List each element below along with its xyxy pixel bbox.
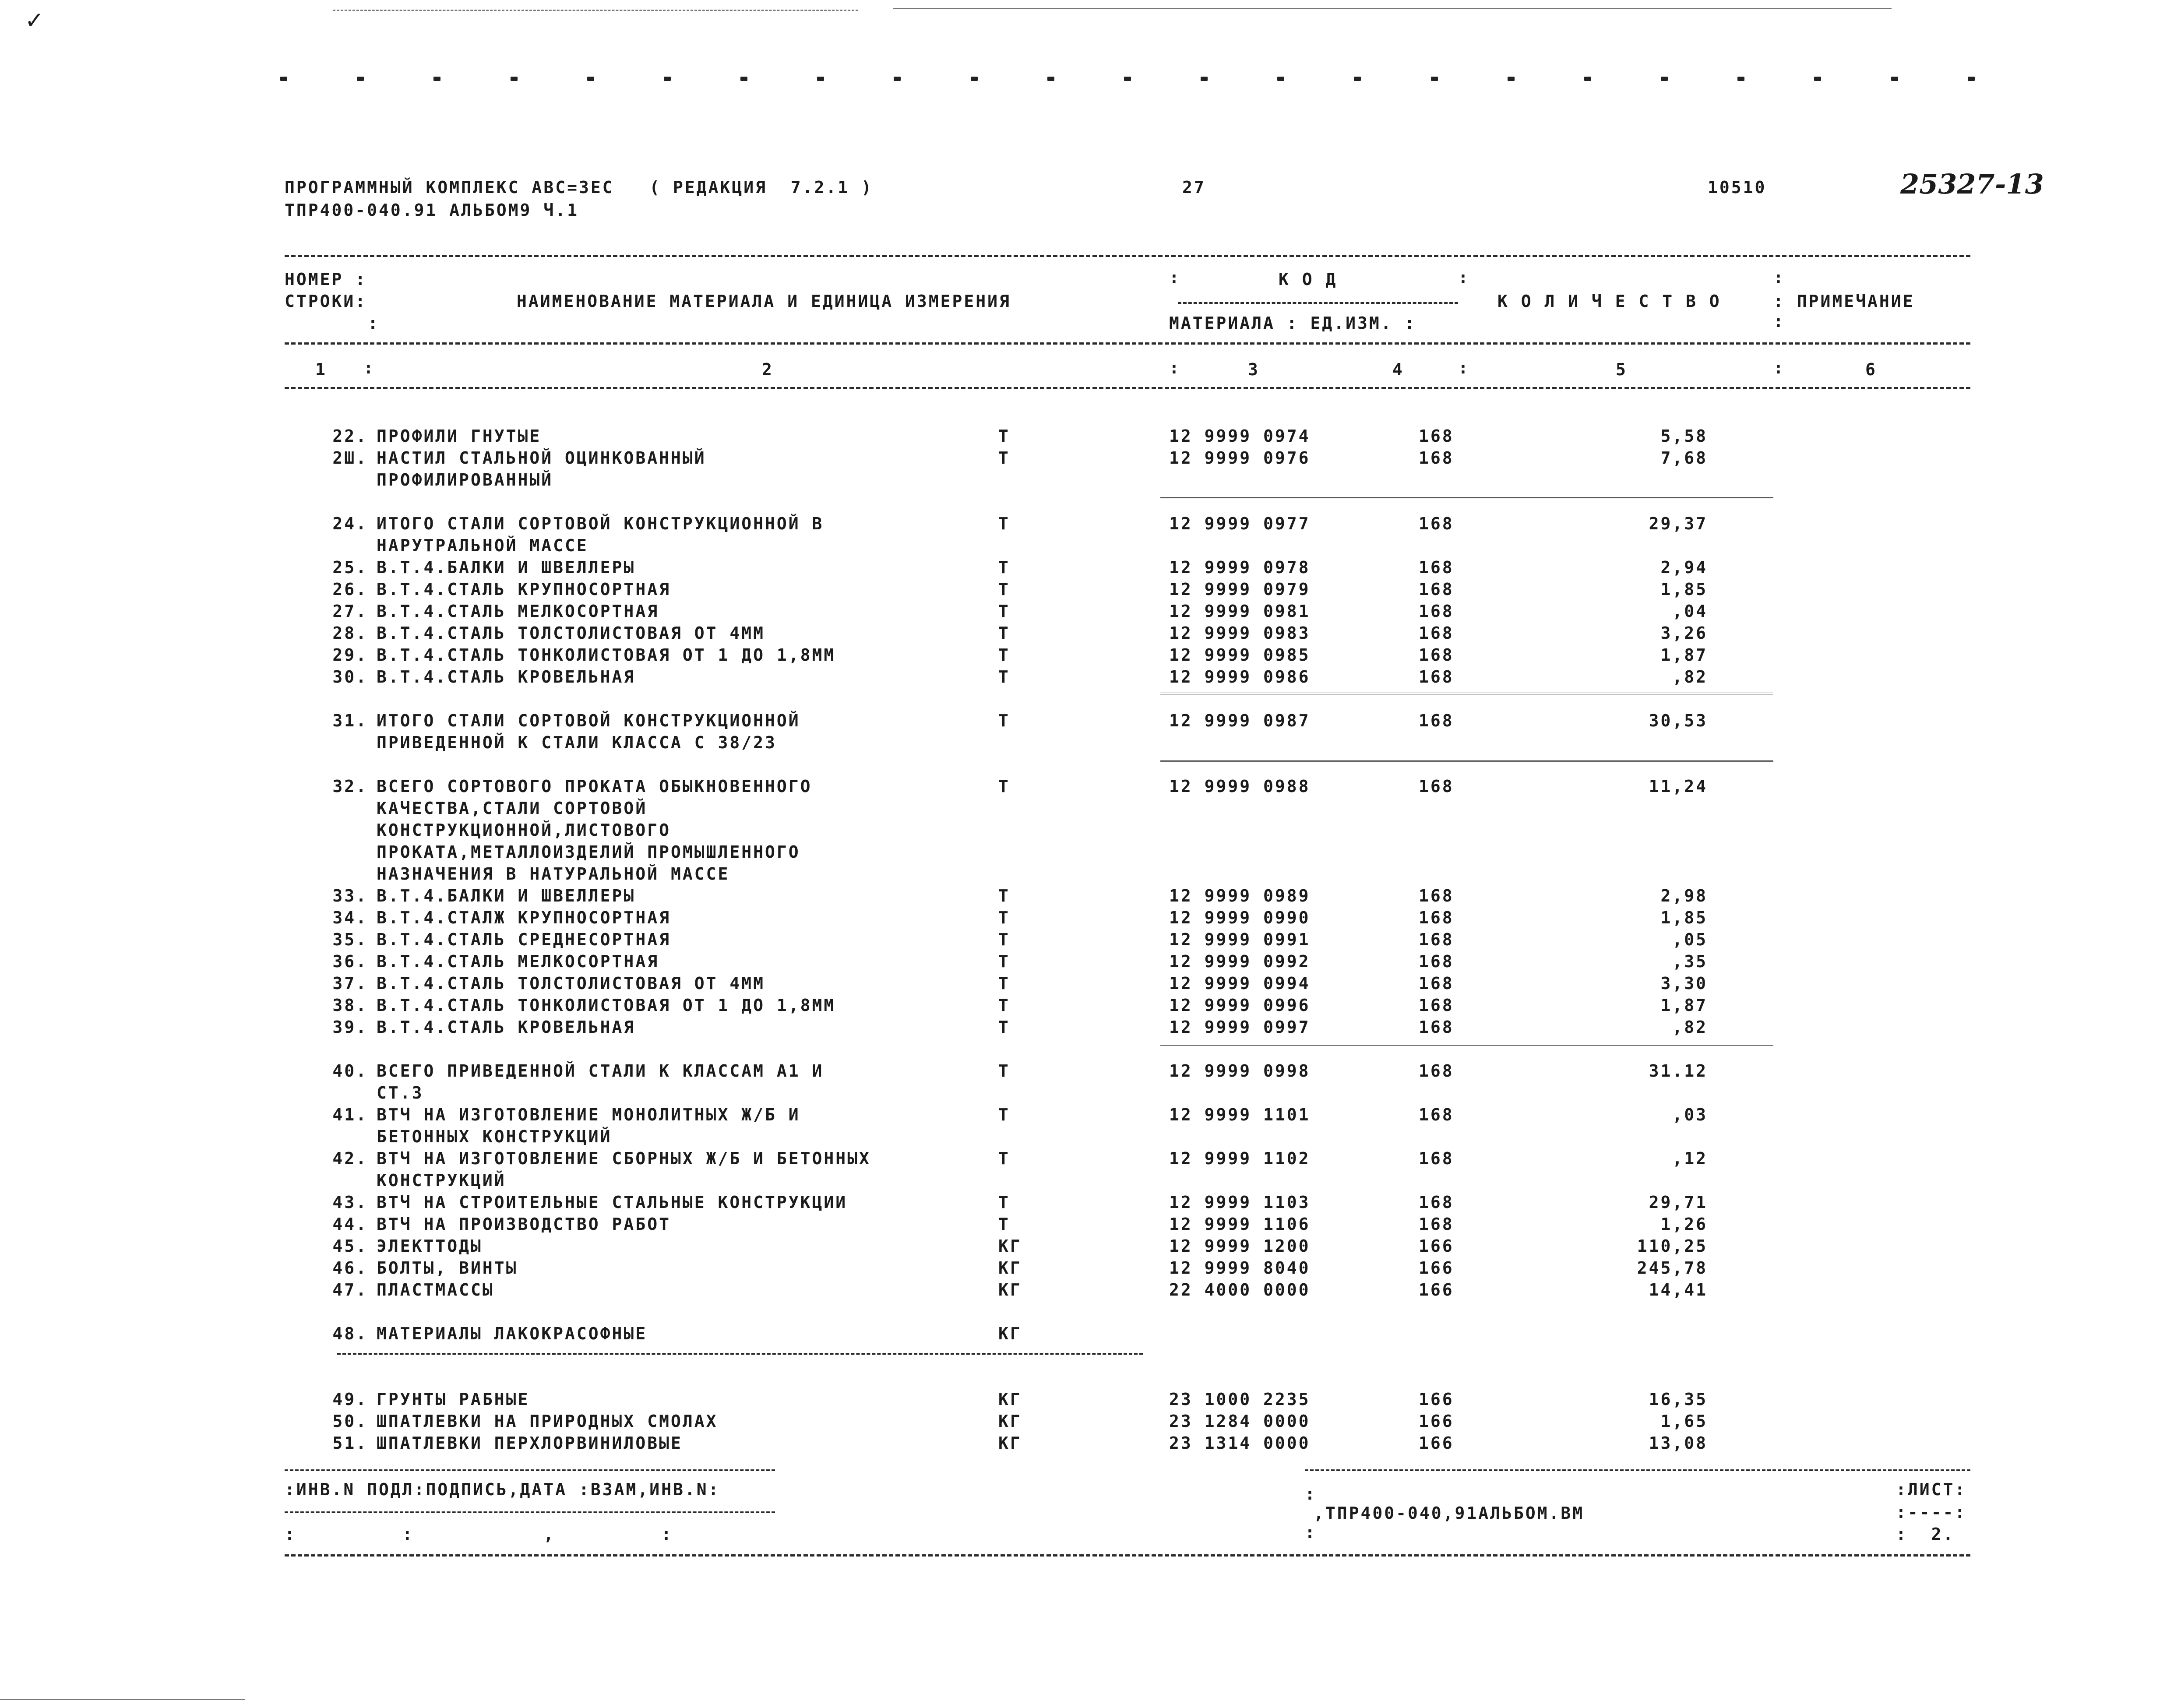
quantity: 5,58 [1660,426,1708,446]
scan-artifact-line [0,1699,245,1700]
unit-code: 168 [1419,514,1454,533]
table-row [0,1213,2181,1235]
project-title: ТПР400-040.91 АЛЬБОМ9 Ч.1 [285,201,579,220]
unit: Т [998,645,1010,665]
unit: КГ [998,1390,1022,1409]
quantity: 30,53 [1649,711,1708,730]
quantity: 3,30 [1660,974,1708,993]
material-name: ВСЕГО ПРИВЕДЕННОЙ СТАЛИ К КЛАССАМ А1 И [377,1061,824,1081]
material-name: ПРОФИЛИ ГНУТЫЕ [377,426,542,446]
quantity: ,35 [1672,952,1708,971]
material-code: 12 9999 8040 [1169,1258,1311,1278]
quantity: 1,65 [1660,1412,1708,1431]
material-code: 23 1314 0000 [1169,1433,1311,1453]
column-separator: : [1458,358,1468,377]
table-row [0,819,2181,841]
column-separator: : [363,358,373,377]
unit: КГ [998,1236,1022,1256]
table-row [0,1169,2181,1191]
material-name: ШПАТЛЕВКИ ПЕРХЛОРВИНИЛОВЫЕ [377,1433,683,1453]
header-code-sub: МАТЕРИАЛА : ЕД.ИЗМ. : [1169,313,1416,333]
code-header-rule [1178,302,1458,304]
header-col1-line2: СТРОКИ: [285,292,367,311]
unit: Т [998,952,1010,971]
table-row [0,468,2181,490]
material-name: ШПАТЛЕВКИ НА ПРИРОДНЫХ СМОЛАХ [377,1412,718,1431]
unit: КГ [998,1412,1022,1431]
quantity: ,03 [1672,1105,1708,1124]
row-number: 37. [332,974,368,993]
header-qty-title: К О Л И Ч Е С Т В О [1497,292,1721,311]
row-number: 50. [332,1412,368,1431]
scan-artifact-line [333,10,858,11]
unit-code: 168 [1419,1105,1454,1124]
row-number: 41. [332,1105,368,1124]
unit: Т [998,667,1010,687]
unit: Т [998,1105,1010,1124]
unit-code: 168 [1419,448,1454,468]
material-name: В.Т.4.СТАЛЬ КРОВЕЛЬНАЯ [377,667,636,687]
unit: Т [998,623,1010,643]
row-number: 39. [332,1018,368,1037]
material-code: 12 9999 1103 [1169,1193,1311,1212]
unit: Т [998,426,1010,446]
header-bottom-rule [285,387,1970,389]
unit: Т [998,1061,1010,1081]
material-name: В.Т.4.СТАЛЬ МЕЛКОСОРТНАЯ [377,602,659,621]
table-row [0,1432,2181,1454]
material-code: 12 9999 0997 [1169,1018,1311,1037]
footer-doc-code: ,ТПР400-040,91АЛЬБОМ.ВМ [1314,1504,1585,1523]
material-name: ВТЧ НА ИЗГОТОВЛЕНИЕ СБОРНЫХ Ж/Б И БЕТОННЫХ [377,1149,871,1168]
header-col1-line1: НОМЕР : [285,270,367,289]
quantity: 1,26 [1660,1215,1708,1234]
table-top-rule [285,255,1970,257]
material-code: 12 9999 0983 [1169,623,1311,643]
handwritten-number: 25327-13 [1900,168,2044,200]
column-separator: : [1773,268,1783,287]
row-number: 42. [332,1149,368,1168]
footer-rule [1305,1469,1970,1471]
table-row [0,666,2181,687]
row-number: 34. [332,908,368,927]
row-number: 24. [332,514,368,533]
footer-rule [285,1511,775,1513]
row-number: 46. [332,1258,368,1278]
material-name: В.Т.4.БАЛКИ И ШВЕЛЛЕРЫ [377,558,636,577]
table-row [0,512,2181,534]
material-name-continued: БЕТОННЫХ КОНСТРУКЦИЙ [377,1127,612,1146]
table-row [0,1103,2181,1125]
column-separator: : [1169,358,1179,377]
material-code: 12 9999 0981 [1169,602,1311,621]
material-name: ИТОГО СТАЛИ СОРТОВОЙ КОНСТРУКЦИОННОЙ [377,711,800,730]
material-name-continued: СТ.3 [377,1083,424,1102]
material-code: 12 9999 0991 [1169,930,1311,949]
unit-code: 168 [1419,667,1454,687]
unit: Т [998,580,1010,599]
unit: Т [998,1149,1010,1168]
row-number: 2Ш. [332,448,368,468]
material-code: 12 9999 0976 [1169,448,1311,468]
material-name: ГРУНТЫ РАБНЫЕ [377,1390,530,1409]
material-name: В.Т.4.СТАЛЬ ТОЛСТОЛИСТОВАЯ ОТ 4ММ [377,623,765,643]
scan-mark: ✓ [26,4,42,35]
unit: Т [998,996,1010,1015]
header-mid-rule [285,342,1970,345]
row-number: 48. [332,1324,368,1343]
row-number: 36. [332,952,368,971]
material-code: 12 9999 0989 [1169,886,1311,905]
table-row [0,950,2181,972]
unit: КГ [998,1324,1022,1343]
table-row [0,1191,2181,1213]
document-code: 10510 [1708,178,1767,197]
col-number-2: 2 [762,360,774,379]
row-number: 33. [332,886,368,905]
material-code: 23 1284 0000 [1169,1412,1311,1431]
row-number: 51. [332,1433,368,1453]
table-row [0,1081,2181,1103]
col-number-6: 6 [1865,360,1877,379]
material-code: 12 9999 0986 [1169,667,1311,687]
table-row [0,1410,2181,1432]
unit: Т [998,1193,1010,1212]
quantity: 2,98 [1660,886,1708,905]
subtotal-rule [1160,1044,1773,1046]
material-code: 12 9999 0992 [1169,952,1311,971]
group-rule [337,1353,1143,1355]
header-col1-line3: : [368,313,380,333]
unit: Т [998,1018,1010,1037]
material-name: НАСТИЛ СТАЛЬНОЙ ОЦИНКОВАННЫЙ [377,448,706,468]
unit-code: 166 [1419,1280,1454,1299]
material-code: 12 9999 0996 [1169,996,1311,1015]
row-number: 26. [332,580,368,599]
quantity: 1,87 [1660,996,1708,1015]
unit-code: 168 [1419,908,1454,927]
quantity: ,12 [1672,1149,1708,1168]
col-number-5: 5 [1616,360,1628,379]
unit: Т [998,886,1010,905]
unit: Т [998,514,1010,533]
quantity: 11,24 [1649,777,1708,796]
unit: Т [998,602,1010,621]
material-code: 12 9999 0977 [1169,514,1311,533]
column-separator: : [1773,312,1783,331]
table-row [0,994,2181,1016]
material-name: В.Т.4.СТАЛЬ ТОЛСТОЛИСТОВАЯ ОТ 4ММ [377,974,765,993]
material-code: 12 9999 0998 [1169,1061,1311,1081]
quantity: ,05 [1672,930,1708,949]
row-number: 44. [332,1215,368,1234]
material-code: 12 9999 1200 [1169,1236,1311,1256]
unit-code: 168 [1419,974,1454,993]
quantity: ,04 [1672,602,1708,621]
quantity: 2,94 [1660,558,1708,577]
material-name: ВТЧ НА ПРОИЗВОДСТВО РАБОТ [377,1215,671,1234]
row-number: 40. [332,1061,368,1081]
material-name-continued: НАРУТРАЛЬНОЙ МАССЕ [377,536,588,555]
unit-code: 168 [1419,623,1454,643]
material-code: 22 4000 0000 [1169,1280,1311,1299]
row-number: 32. [332,777,368,796]
material-name-continued: НАЗНАЧЕНИЯ В НАТУРАЛЬНОЙ МАССЕ [377,864,730,884]
quantity: 29,37 [1649,514,1708,533]
material-name: МАТЕРИАЛЫ ЛАКОКРАСОФНЫЕ [377,1324,648,1343]
material-name: ВТЧ НА СТРОИТЕЛЬНЫЕ СТАЛЬНЫЕ КОНСТРУКЦИИ [377,1193,848,1212]
table-row [0,1322,2181,1344]
material-name: В.Т.4.СТАЛЬ ТОНКОЛИСТОВАЯ ОТ 1 ДО 1,8ММ [377,996,836,1015]
table-row [0,622,2181,644]
quantity: 245,78 [1637,1258,1708,1278]
table-row [0,731,2181,753]
footer-sheet-dash: :----: [1896,1503,1967,1522]
unit-code: 168 [1419,711,1454,730]
unit-code: 168 [1419,886,1454,905]
material-name: В.Т.4.СТАЛЬ МЕЛКОСОРТНАЯ [377,952,659,971]
table-row [0,928,2181,950]
row-number: 47. [332,1280,368,1299]
material-code: 12 9999 0990 [1169,908,1311,927]
material-code: 12 9999 1101 [1169,1105,1311,1124]
unit-code: 166 [1419,1390,1454,1409]
quantity: 16,35 [1649,1390,1708,1409]
quantity: 3,26 [1660,623,1708,643]
material-code: 12 9999 0978 [1169,558,1311,577]
unit: КГ [998,1280,1022,1299]
material-code: 12 9999 0988 [1169,777,1311,796]
unit-code: 168 [1419,1018,1454,1037]
table-row [0,447,2181,468]
table-row [0,425,2181,447]
unit-code: 168 [1419,777,1454,796]
column-separator: : [1773,358,1783,377]
row-number: 28. [332,623,368,643]
material-name: В.Т.4.БАЛКИ И ШВЕЛЛЕРЫ [377,886,636,905]
material-code: 12 9999 0987 [1169,711,1311,730]
quantity: 7,68 [1660,448,1708,468]
table-row [0,1278,2181,1300]
row-number: 43. [332,1193,368,1212]
table-row [0,972,2181,994]
material-name: В.Т.4.СТАЛЖ КРУПНОСОРТНАЯ [377,908,671,927]
row-number: 22. [332,426,368,446]
row-number: 38. [332,996,368,1015]
table-row [0,906,2181,928]
footer-inv-line2: : : , : [285,1525,673,1544]
column-separator: : [1169,268,1179,287]
header-note-title: : ПРИМЕЧАНИЕ [1773,292,1915,311]
tractor-feed-marks [280,70,1975,88]
table-row [0,1257,2181,1278]
page-number: 27 [1182,178,1206,197]
table-row [0,534,2181,556]
quantity: ,82 [1672,667,1708,687]
material-code: 23 1000 2235 [1169,1390,1311,1409]
table-row [0,775,2181,797]
material-code: 12 9999 0985 [1169,645,1311,665]
table-row [0,709,2181,731]
unit-code: 168 [1419,645,1454,665]
row-number: 45. [332,1236,368,1256]
unit-code: 166 [1419,1258,1454,1278]
material-name: В.Т.4.СТАЛЬ ТОНКОЛИСТОВАЯ ОТ 1 ДО 1,8ММ [377,645,836,665]
unit-code: 168 [1419,1149,1454,1168]
quantity: 1,85 [1660,908,1708,927]
column-separator: : [1305,1484,1315,1504]
col-number-4: 4 [1392,360,1404,379]
table-row [0,1016,2181,1038]
footer-bottom-rule [285,1554,1970,1557]
subtotal-rule [1160,497,1773,499]
quantity: 29,71 [1649,1193,1708,1212]
row-number: 27. [332,602,368,621]
material-code: 12 9999 1106 [1169,1215,1311,1234]
material-name-continued: КАЧЕСТВА,СТАЛИ СОРТОВОЙ [377,799,648,818]
quantity: 14,41 [1649,1280,1708,1299]
material-code: 12 9999 0994 [1169,974,1311,993]
material-name: В.Т.4.СТАЛЬ КРУПНОСОРТНАЯ [377,580,671,599]
row-number: 30. [332,667,368,687]
unit-code: 168 [1419,952,1454,971]
material-name: В.Т.4.СТАЛЬ СРЕДНЕСОРТНАЯ [377,930,671,949]
header-code-title: К О Д [1279,270,1338,289]
unit-code: 168 [1419,426,1454,446]
unit-code: 166 [1419,1433,1454,1453]
material-name-continued: ПРОФИЛИРОВАННЫЙ [377,470,553,490]
unit: Т [998,558,1010,577]
table-row [0,1388,2181,1410]
quantity: 1,85 [1660,580,1708,599]
material-name: ВТЧ НА ИЗГОТОВЛЕНИЕ МОНОЛИТНЫХ Ж/Б И [377,1105,800,1124]
footer-rule [285,1469,775,1471]
material-name: ЭЛЕКТТОДЫ [377,1236,483,1256]
unit-code: 168 [1419,996,1454,1015]
material-name-continued: КОНСТРУКЦИЙ [377,1171,506,1190]
table-row [0,556,2181,578]
unit-code: 168 [1419,580,1454,599]
material-name-continued: ПРИВЕДЕННОЙ К СТАЛИ КЛАССА С 38/23 [377,733,777,752]
col-number-3: 3 [1248,360,1260,379]
footer-sheet-label: :ЛИСТ: [1896,1480,1967,1499]
quantity: ,82 [1672,1018,1708,1037]
table-row [0,644,2181,666]
unit: Т [998,777,1010,796]
program-title: ПРОГРАММНЫЙ КОМПЛЕКС АВС=3ЕС ( РЕДАКЦИЯ 7.2.1 ) [285,178,873,197]
unit-code: 168 [1419,602,1454,621]
unit: КГ [998,1433,1022,1453]
unit: Т [998,908,1010,927]
material-name-continued: КОНСТРУКЦИОННОЙ,ЛИСТОВОГО [377,821,671,840]
unit-code: 168 [1419,1215,1454,1234]
row-number: 29. [332,645,368,665]
material-name-continued: ПРОКАТА,МЕТАЛЛОИЗДЕЛИЙ ПРОМЫШЛЕННОГО [377,842,800,862]
material-name: ВСЕГО СОРТОВОГО ПРОКАТА ОБЫКНОВЕННОГО [377,777,812,796]
subtotal-rule [1160,693,1773,694]
unit: Т [998,1215,1010,1234]
unit-code: 168 [1419,930,1454,949]
table-row [0,1125,2181,1147]
scan-artifact-line [893,8,1892,9]
material-code: 12 9999 0974 [1169,426,1311,446]
table-row [0,884,2181,906]
quantity: 31.12 [1649,1061,1708,1081]
table-row [0,797,2181,819]
material-name: В.Т.4.СТАЛЬ КРОВЕЛЬНАЯ [377,1018,636,1037]
unit-code: 166 [1419,1236,1454,1256]
material-code: 12 9999 0979 [1169,580,1311,599]
footer-sheet-number: : 2. [1896,1525,1955,1544]
material-name: ПЛАСТМАССЫ [377,1280,494,1299]
row-number: 49. [332,1390,368,1409]
column-separator: : [1458,268,1468,287]
table-row [0,600,2181,622]
quantity: 110,25 [1637,1236,1708,1256]
row-number: 25. [332,558,368,577]
unit: КГ [998,1258,1022,1278]
column-separator: : [1305,1523,1315,1542]
unit: Т [998,448,1010,468]
unit-code: 166 [1419,1412,1454,1431]
quantity: 1,87 [1660,645,1708,665]
header-col2-title: НАИМЕНОВАНИЕ МАТЕРИАЛА И ЕДИНИЦА ИЗМЕРЕНИЯ [517,292,1011,311]
material-code: 12 9999 1102 [1169,1149,1311,1168]
table-row [0,863,2181,884]
table-row [0,578,2181,600]
subtotal-rule [1160,760,1773,762]
material-name: БОЛТЫ, ВИНТЫ [377,1258,518,1278]
material-name: ИТОГО СТАЛИ СОРТОВОЙ КОНСТРУКЦИОННОЙ В [377,514,824,533]
row-number: 31. [332,711,368,730]
quantity: 13,08 [1649,1433,1708,1453]
unit: Т [998,930,1010,949]
table-row [0,1060,2181,1081]
unit: Т [998,711,1010,730]
col-number-1: 1 [315,360,327,379]
table-row [0,1147,2181,1169]
unit-code: 168 [1419,558,1454,577]
table-row [0,1235,2181,1257]
unit-code: 168 [1419,1193,1454,1212]
unit-code: 168 [1419,1061,1454,1081]
table-row [0,841,2181,863]
unit: Т [998,974,1010,993]
footer-inv-line: :ИНВ.N ПОДЛ:ПОДПИСЬ,ДАТА :ВЗАМ,ИНВ.N: [285,1480,720,1499]
row-number: 35. [332,930,368,949]
